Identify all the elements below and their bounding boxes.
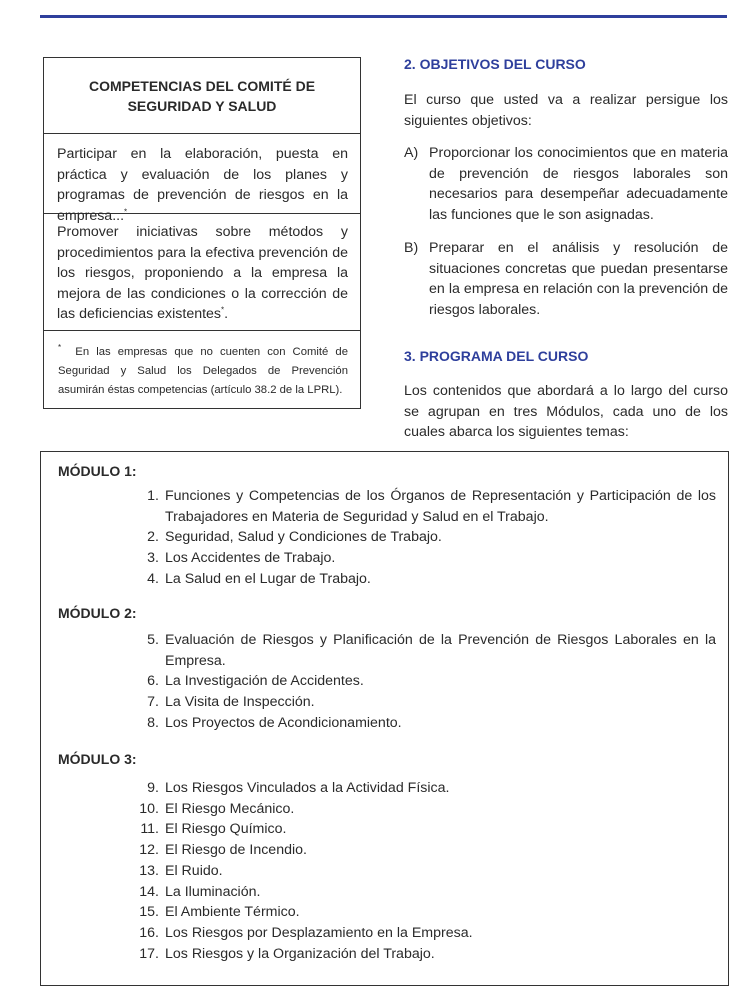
topic-number: 8. (147, 714, 159, 731)
objetivo-item (404, 238, 728, 320)
objetivo-letter: A) (404, 145, 419, 161)
topic-item (131, 527, 716, 548)
topic-text: La Visita de Inspección. (165, 694, 315, 711)
topic-item (131, 902, 716, 923)
top-rule (40, 15, 727, 18)
topic-item (131, 692, 716, 713)
competencias-title-line2: SEGURIDAD Y SALUD (127, 98, 277, 114)
topic-item (131, 713, 716, 734)
topic-number: 17. (139, 945, 159, 962)
topic-text: Los Accidentes de Trabajo. (165, 550, 336, 567)
modulo-3-list (131, 778, 716, 964)
topic-number: 9. (147, 780, 159, 796)
topic-item (131, 486, 716, 527)
topic-text: Los Proyectos de Acondicionamiento. (165, 714, 402, 731)
topic-number: 14. (139, 883, 159, 900)
topic-number: 3. (147, 550, 159, 567)
topic-item (131, 569, 716, 590)
competencia-item-2-end: . (224, 306, 229, 322)
topic-number: 12. (139, 842, 159, 859)
topic-text: El Riesgo Mecánico. (165, 800, 295, 817)
competencias-footnote (44, 331, 360, 400)
topic-number: 2. (147, 529, 159, 546)
topic-number: 6. (147, 673, 159, 690)
competencias-box (43, 57, 361, 409)
topic-number: 4. (147, 570, 159, 587)
topic-item (131, 840, 716, 861)
competencia-item-1 (44, 134, 360, 224)
objetivo-item (404, 143, 728, 225)
topic-text: Los Riesgos por Desplazamiento en la Empresa. (165, 924, 473, 941)
topic-text: Seguridad, Salud y Condiciones de Trabajo. (165, 529, 442, 546)
topic-item (131, 923, 716, 944)
footnote-mark: * (58, 343, 62, 353)
topic-item (131, 799, 716, 820)
objetivos-heading: 2. OBJETIVOS DEL CURSO (404, 56, 586, 72)
modulo-1-title: MÓDULO 1: (58, 463, 137, 479)
competencia-item-2-mark: * (221, 305, 225, 315)
objetivos-intro: El curso que usted va a realizar persigue los siguientes objetivos: (404, 92, 728, 129)
objetivo-letter: B) (404, 240, 419, 256)
topic-number: 13. (139, 862, 159, 879)
topic-text: El Ambiente Térmico. (165, 904, 300, 921)
topic-number: 16. (139, 924, 159, 941)
competencias-title-line1: COMPETENCIAS DEL COMITÉ DE (88, 78, 316, 94)
topic-item (131, 819, 716, 840)
topic-number: 15. (139, 904, 159, 921)
objetivo-text: Proporcionar los conocimientos que en materia de prevención de riesgos laborales son necesarios para desempeñar adecuadamente las funciones que le son asignadas. (429, 145, 728, 223)
topic-text: Los Riesgos Vinculados a la Actividad Física. (165, 780, 450, 796)
objetivo-text: Preparar en el análisis y resolución de situaciones concretas que puedan presentarse en la empresa en relación con la prevención de riesgos laborales. (429, 240, 728, 318)
competencia-item-1-text: Participar en la elaboración, puesta en práctica y evaluación de los planes y programas de prevención de riesgos en la empresa... (57, 146, 348, 224)
competencia-item-1-mark: * (124, 206, 128, 216)
footnote-text: En las empresas que no cuenten con Comité de Seguridad y Salud los Delegados de Prevención asumirán éstas competencias (artículo 38.2 de la LPRL). (58, 346, 348, 396)
topic-text: El Riesgo de Incendio. (165, 842, 307, 859)
topic-item (131, 944, 716, 965)
competencias-title (44, 58, 360, 134)
programa-heading: 3. PROGRAMA DEL CURSO (404, 348, 589, 364)
topic-number: 11. (140, 821, 159, 838)
modulo-2-list (131, 630, 716, 734)
topic-text: La Salud en el Lugar de Trabajo. (165, 570, 371, 587)
programa-intro: Los contenidos que abordará a lo largo del curso se agrupan en tres Módulos, cada uno de los cuales abarca los siguientes temas: (404, 383, 728, 440)
competencia-item-2 (44, 214, 360, 331)
topic-item (131, 548, 716, 569)
topic-text: Los Riesgos y la Organización del Trabajo. (165, 945, 435, 962)
topic-text: La Investigación de Accidentes. (165, 673, 364, 690)
topic-text: El Ruido. (165, 862, 223, 879)
topic-item (131, 882, 716, 903)
right-column (404, 55, 728, 443)
topic-text: Evaluación de Riesgos y Planificación de la Prevención de Riesgos Laborales en la Empresa. (165, 632, 716, 669)
topic-text: El Riesgo Químico. (165, 821, 287, 838)
topic-number: 5. (147, 632, 159, 648)
topic-item (131, 778, 716, 799)
objetivos-list (404, 143, 728, 320)
modulos-box (40, 451, 729, 986)
topic-text: Funciones y Competencias de los Órganos de Representación y Participación de los Trabajadores en Materia de Seguridad y Salud en el Trabajo. (165, 488, 716, 525)
competencia-item-2-text: Promover iniciativas sobre métodos y procedimientos para la efectiva prevención de los riesgos, proponiendo a la empresa la mejora de las condiciones o la corrección de las deficiencias existentes (57, 224, 348, 322)
modulo-3-title: MÓDULO 3: (58, 751, 137, 767)
topic-number: 1. (147, 488, 159, 504)
modulo-1-list (131, 486, 716, 590)
topic-number: 7. (147, 694, 159, 711)
topic-item (131, 861, 716, 882)
modulo-2-title: MÓDULO 2: (58, 605, 137, 621)
topic-item (131, 671, 716, 692)
topic-item (131, 630, 716, 671)
topic-text: La Iluminación. (165, 883, 261, 900)
topic-number: 10. (139, 800, 159, 817)
